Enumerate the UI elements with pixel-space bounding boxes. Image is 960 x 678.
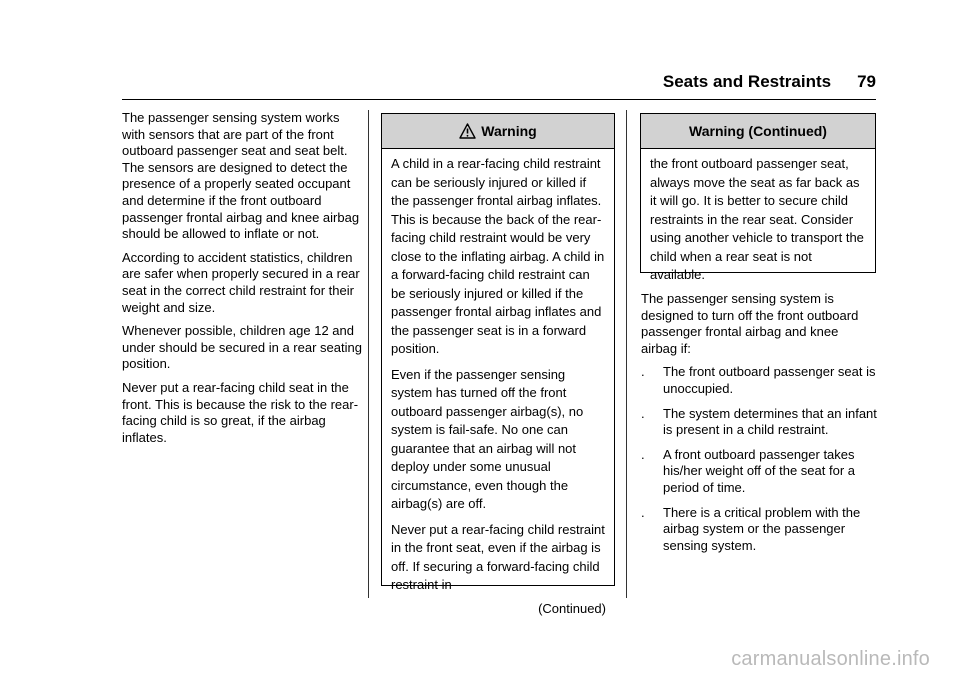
warning-header	[382, 114, 614, 149]
list-item: . There is a critical problem with the airbag system or the passenger sensing system.	[641, 504, 861, 553]
list-item: . The system determines that an infant is present in a child restraint.	[641, 405, 877, 438]
warning-body	[382, 149, 614, 622]
bullet-list	[641, 364, 877, 554]
left-column	[122, 110, 362, 453]
bullet-mark: .	[641, 504, 645, 520]
warning-paragraph: A child in a rear-facing child restraint can be seriously injured or killed if the passenger frontal airbag inflates. This is because the back of the rear-facing child restraint would be very close to the inflating airbag. A child in a forward-facing child restraint can be seriously injured or killed if the passenger frontal airbag inflates and the passenger seat is in a forward position.	[391, 156, 605, 356]
column-divider-2	[626, 110, 627, 598]
list-item: . The front outboard passenger seat is unoccupied.	[641, 364, 876, 396]
section-title: Seats and Restraints	[662, 72, 832, 91]
right-column	[641, 291, 877, 562]
warning-continued-body	[641, 149, 875, 296]
list-item: . A front outboard passenger takes his/her weight off of the seat for a period of time.	[641, 446, 855, 495]
warning-box	[381, 113, 615, 616]
page-number: 79	[857, 72, 876, 91]
header-rule	[122, 99, 876, 100]
warning-continued-header: Warning (Continued)	[641, 114, 875, 149]
paragraph: The passenger sensing system is designed to turn off the front outboard passenger frontal airbag and knee airbag if:	[641, 291, 859, 356]
warning-continued-box	[640, 113, 876, 282]
paragraph: According to accident statistics, children are safer when properly secured in a rear seat in the correct child restraint for their weight and size.	[122, 249, 360, 315]
warning-paragraph: Never put a rear-facing child restraint in the front seat, even if the airbag is off. If securing a forward-facing child restraint in	[391, 521, 605, 592]
watermark: carmanualsonline.info	[731, 648, 930, 670]
continued-label: (Continued)	[538, 600, 606, 616]
warning-paragraph: Even if the passenger sensing system has turned off the front outboard passenger airbag(s), no system is fail-safe. No one can guarantee that an airbag will not deploy under some unusual circumstance, even though the airbag(s) are off.	[391, 366, 584, 511]
paragraph: Never put a rear-facing child seat in the front. This is because the risk to the rear-facing child is so great, if the airbag inflates.	[122, 379, 359, 445]
paragraph: The passenger sensing system works with sensors that are part of the front outboard passenger seat and seat belt. The sensors are designed to detect the presence of a properly seated occupant and determine if the front outboard passenger frontal airbag and knee airbag should be allowed to inflate or not.	[122, 110, 360, 242]
warning-triangle-icon	[459, 117, 476, 151]
bullet-mark: .	[641, 364, 645, 380]
warning-paragraph: the front outboard passenger seat, always move the seat as far back as it will go. It is better to secure child restraints in the rear seat. Consider using another vehicle to transport the child when a rear seat is not available.	[650, 156, 864, 282]
column-divider-1	[368, 110, 369, 598]
warning-title: Warning	[481, 123, 537, 139]
bullet-mark: .	[641, 405, 645, 421]
paragraph: Whenever possible, children age 12 and under should be secured in a rear seating position.	[122, 323, 362, 372]
page-header	[0, 72, 876, 92]
bullet-mark: .	[641, 446, 645, 462]
